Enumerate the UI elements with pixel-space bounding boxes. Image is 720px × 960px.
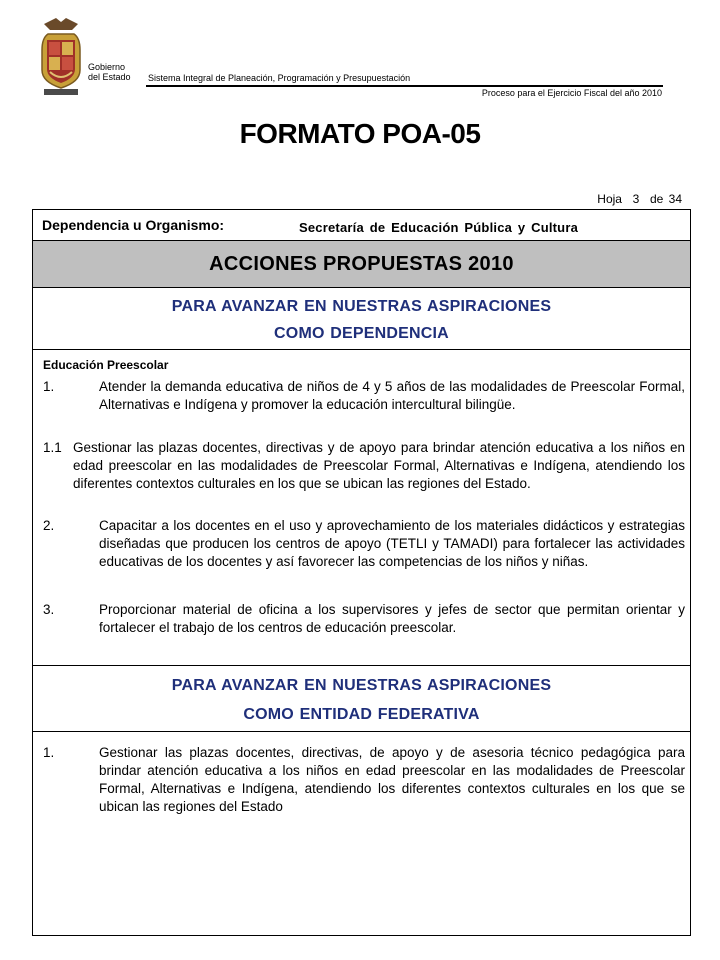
item-text: Gestionar las plazas docentes, directivas, de apoyo y de asesoria técnico pedagógica para brindar atención educativa a los niños en edad preescolar en las modalidades de Preescolar Formal, Alternativas e Indígena, atendiendo los diferentes contextos culturales en los que se ubican las regiones del Estado [99,745,685,814]
item-text: Proporcionar material de oficina a los supervisores y jefes de sector que permitan orientar y fortalecer el trabajo de los centros de educación preescolar. [99,602,685,635]
section1-body [33,350,690,666]
item-text: Gestionar las plazas docentes, directivas y de apoyo para brindar atención educativa a los niños en edad preescolar en las modalidades de Preescolar Formal, Alternativas e Indígena, atendiendo los diferentes contextos culturales en los que se ubican las regiones del Estado. [73,440,685,491]
section-header: ACCIONES PROPUESTAS 2010 [33,241,690,288]
list-item [43,378,685,414]
state-coat-of-arms-icon [36,16,86,96]
item-number: 1. [43,745,55,760]
government-label-line1: Gobierno [88,62,126,72]
item-text: Atender la demanda educativa de niños de 4 y 5 años de las modalidades de Preescolar Formal, Alternativas e Indígena y promover la educación intercultural bilingüe. [99,379,685,412]
item-number: 3. [43,602,55,617]
list-item [43,517,685,571]
list-item [43,601,685,637]
list-item [43,439,685,493]
page-title: FORMATO POA-05 [239,118,481,149]
government-label [88,62,131,82]
agency-row [33,210,690,241]
section2-heading [33,666,690,732]
section1-heading-line2: COMO DEPENDENCIA [274,325,449,342]
section1-subheading: Educación Preescolar [43,358,169,372]
item-number: 1. [43,379,55,394]
system-name: Sistema Integral de Planeación, Programación y Presupuestación [148,73,411,83]
process-label: Proceso para el Ejercicio Fiscal del año 2010 [481,88,662,98]
item-text: Capacitar a los docentes en el uso y aprovechamiento de los materiales didácticos y estrategias diseñadas que producen los centros de apoyo (TETLI y TAMADI) para fortalecer las actividades educativas de los docentes y así favorecer las competencias de los niños y niñas. [99,518,685,569]
section1-heading [33,288,690,350]
government-label-line2: del Estado [88,72,131,82]
form-frame [32,209,691,936]
section2-body [33,732,690,937]
section2-heading-line1: PARA AVANZAR EN NUESTRAS ASPIRACIONES [171,677,552,694]
list-item [43,744,685,816]
sheet-number: Hoja 3 de 34 [597,192,682,206]
section1-heading-line1: PARA AVANZAR EN NUESTRAS ASPIRACIONES [171,298,552,315]
header-divider [146,85,663,87]
section2-heading-line2: COMO ENTIDAD FEDERATIVA [243,706,480,723]
agency-value: Secretaría de Educación Pública y Cultura [299,220,579,235]
agency-label: Dependencia u Organismo: [42,217,225,233]
item-number: 1.1 [43,440,62,455]
item-number: 2. [43,518,55,533]
